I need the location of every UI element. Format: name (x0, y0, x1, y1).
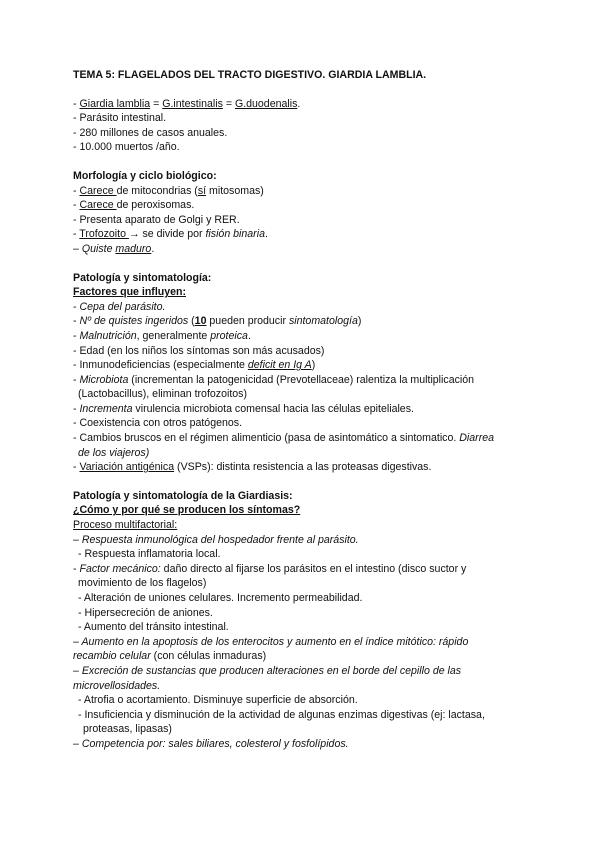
intro-line-1: - Giardia lamblia = G.intestinalis = G.duodenalis. (73, 97, 301, 110)
pato-line-8: - Coexistencia con otros patógenos. (73, 417, 243, 430)
giardiasis-heading: Patología y sintomatología de la Giardiasis: (73, 489, 293, 502)
morfo-line-2: - Carece de peroxisomas. (73, 199, 195, 212)
morfo-line-3: - Presenta aparato de Golgi y RER. (73, 213, 240, 226)
pato-line-6a: - Microbiota (incrementan la patogenicidad (Prevotellaceae) ralentiza la multiplicación (73, 373, 475, 386)
giardiasis-subheading: ¿Cómo y por qué se producen los síntomas? (73, 504, 301, 517)
intro-line-2: - Parásito intestinal. (73, 112, 167, 125)
pato-line-4: - Edad (en los niños los síntomas son más acusados) (73, 344, 325, 357)
doc-title: TEMA 5: FLAGELADOS DEL TRACTO DIGESTIVO. GIARDIA LAMBLIA. (73, 69, 427, 81)
intro-line-3: - 280 millones de casos anuales. (73, 126, 228, 139)
giardiasis-line-2e: - Aumento del tránsito intestinal. (78, 621, 229, 634)
pato-line-3: - Malnutrición, generalmente proteica. (73, 329, 251, 342)
pato-line-9a: - Cambios bruscos en el régimen alimenticio (pasa de asintomático a sintomatico. Diarrea (73, 432, 495, 445)
giardiasis-line-3a: – Aumento en la apoptosis de los enterocitos y aumento en el índice mitótico: rápido (73, 635, 469, 648)
pato-line-10: - Variación antigénica (VSPs): distinta resistencia a las proteasas digestivas. (73, 461, 432, 474)
giardiasis-line-2a: - Factor mecánico: daño directo al fijarse los parásitos en el intestino (disco suctor y (73, 562, 467, 575)
morfo-line-4: - Trofozoito → se divide por fisión binaria. (73, 228, 268, 241)
giardiasis-proceso: Proceso multifactorial: (73, 519, 178, 532)
pato-line-7: - Incrementa virulencia microbiota comensal hacia las células epiteliales. (73, 402, 414, 415)
morfo-heading: Morfología y ciclo biológico: (73, 169, 217, 182)
pato-line-2: - Nº de quistes ingeridos (10 pueden producir sintomatología) (73, 315, 362, 328)
giardiasis-line-4d: - Insuficiencia y disminución de la actividad de algunas enzimas digestivas (ej: lactasa, (78, 708, 485, 721)
giardiasis-line-1a: - Respuesta inflamatoria local. (78, 548, 221, 561)
giardiasis-line-1: – Respuesta inmunológica del hospedador frente al parásito. (73, 533, 359, 546)
giardiasis-line-4b: microvellosidades. (73, 679, 161, 692)
morfo-line-5: – Quiste maduro. (73, 242, 155, 255)
giardiasis-line-2b: movimiento de los flagelos) (78, 577, 207, 590)
pato-line-5: - Inmunodeficiencias (especialmente deficit en Ig A) (73, 359, 316, 372)
document-page (73, 68, 573, 752)
giardiasis-line-2c: - Alteración de uniones celulares. Incremento permeabilidad. (78, 592, 363, 604)
pato-heading: Patología y sintomatología: (73, 271, 212, 284)
morfo-line-1: - Carece de mitocondrias (sí mitosomas) (73, 184, 264, 197)
pato-line-1: - Cepa del parásito. (73, 300, 166, 313)
giardiasis-line-5: – Competencia por: sales biliares, colesterol y fosfolípidos. (73, 737, 349, 750)
pato-subheading: Factores que influyen: (73, 286, 187, 299)
giardiasis-line-3b: recambio celular (con células inmaduras) (73, 650, 267, 663)
giardiasis-line-4e: proteasas, lipasas) (83, 723, 172, 736)
giardiasis-line-4a: – Excreción de sustancias que producen alteraciones en el borde del cepillo de las (73, 664, 462, 677)
pato-line-6b: (Lactobacillus), eliminan trofozoitos) (78, 388, 247, 401)
intro-line-4: - 10.000 muertos /año. (73, 141, 180, 154)
giardiasis-line-2d: - Hipersecreción de aniones. (78, 606, 213, 619)
pato-line-9b: de los viajeros) (78, 446, 150, 459)
giardiasis-line-4c: - Atrofia o acortamiento. Disminuye superficie de absorción. (78, 694, 358, 707)
